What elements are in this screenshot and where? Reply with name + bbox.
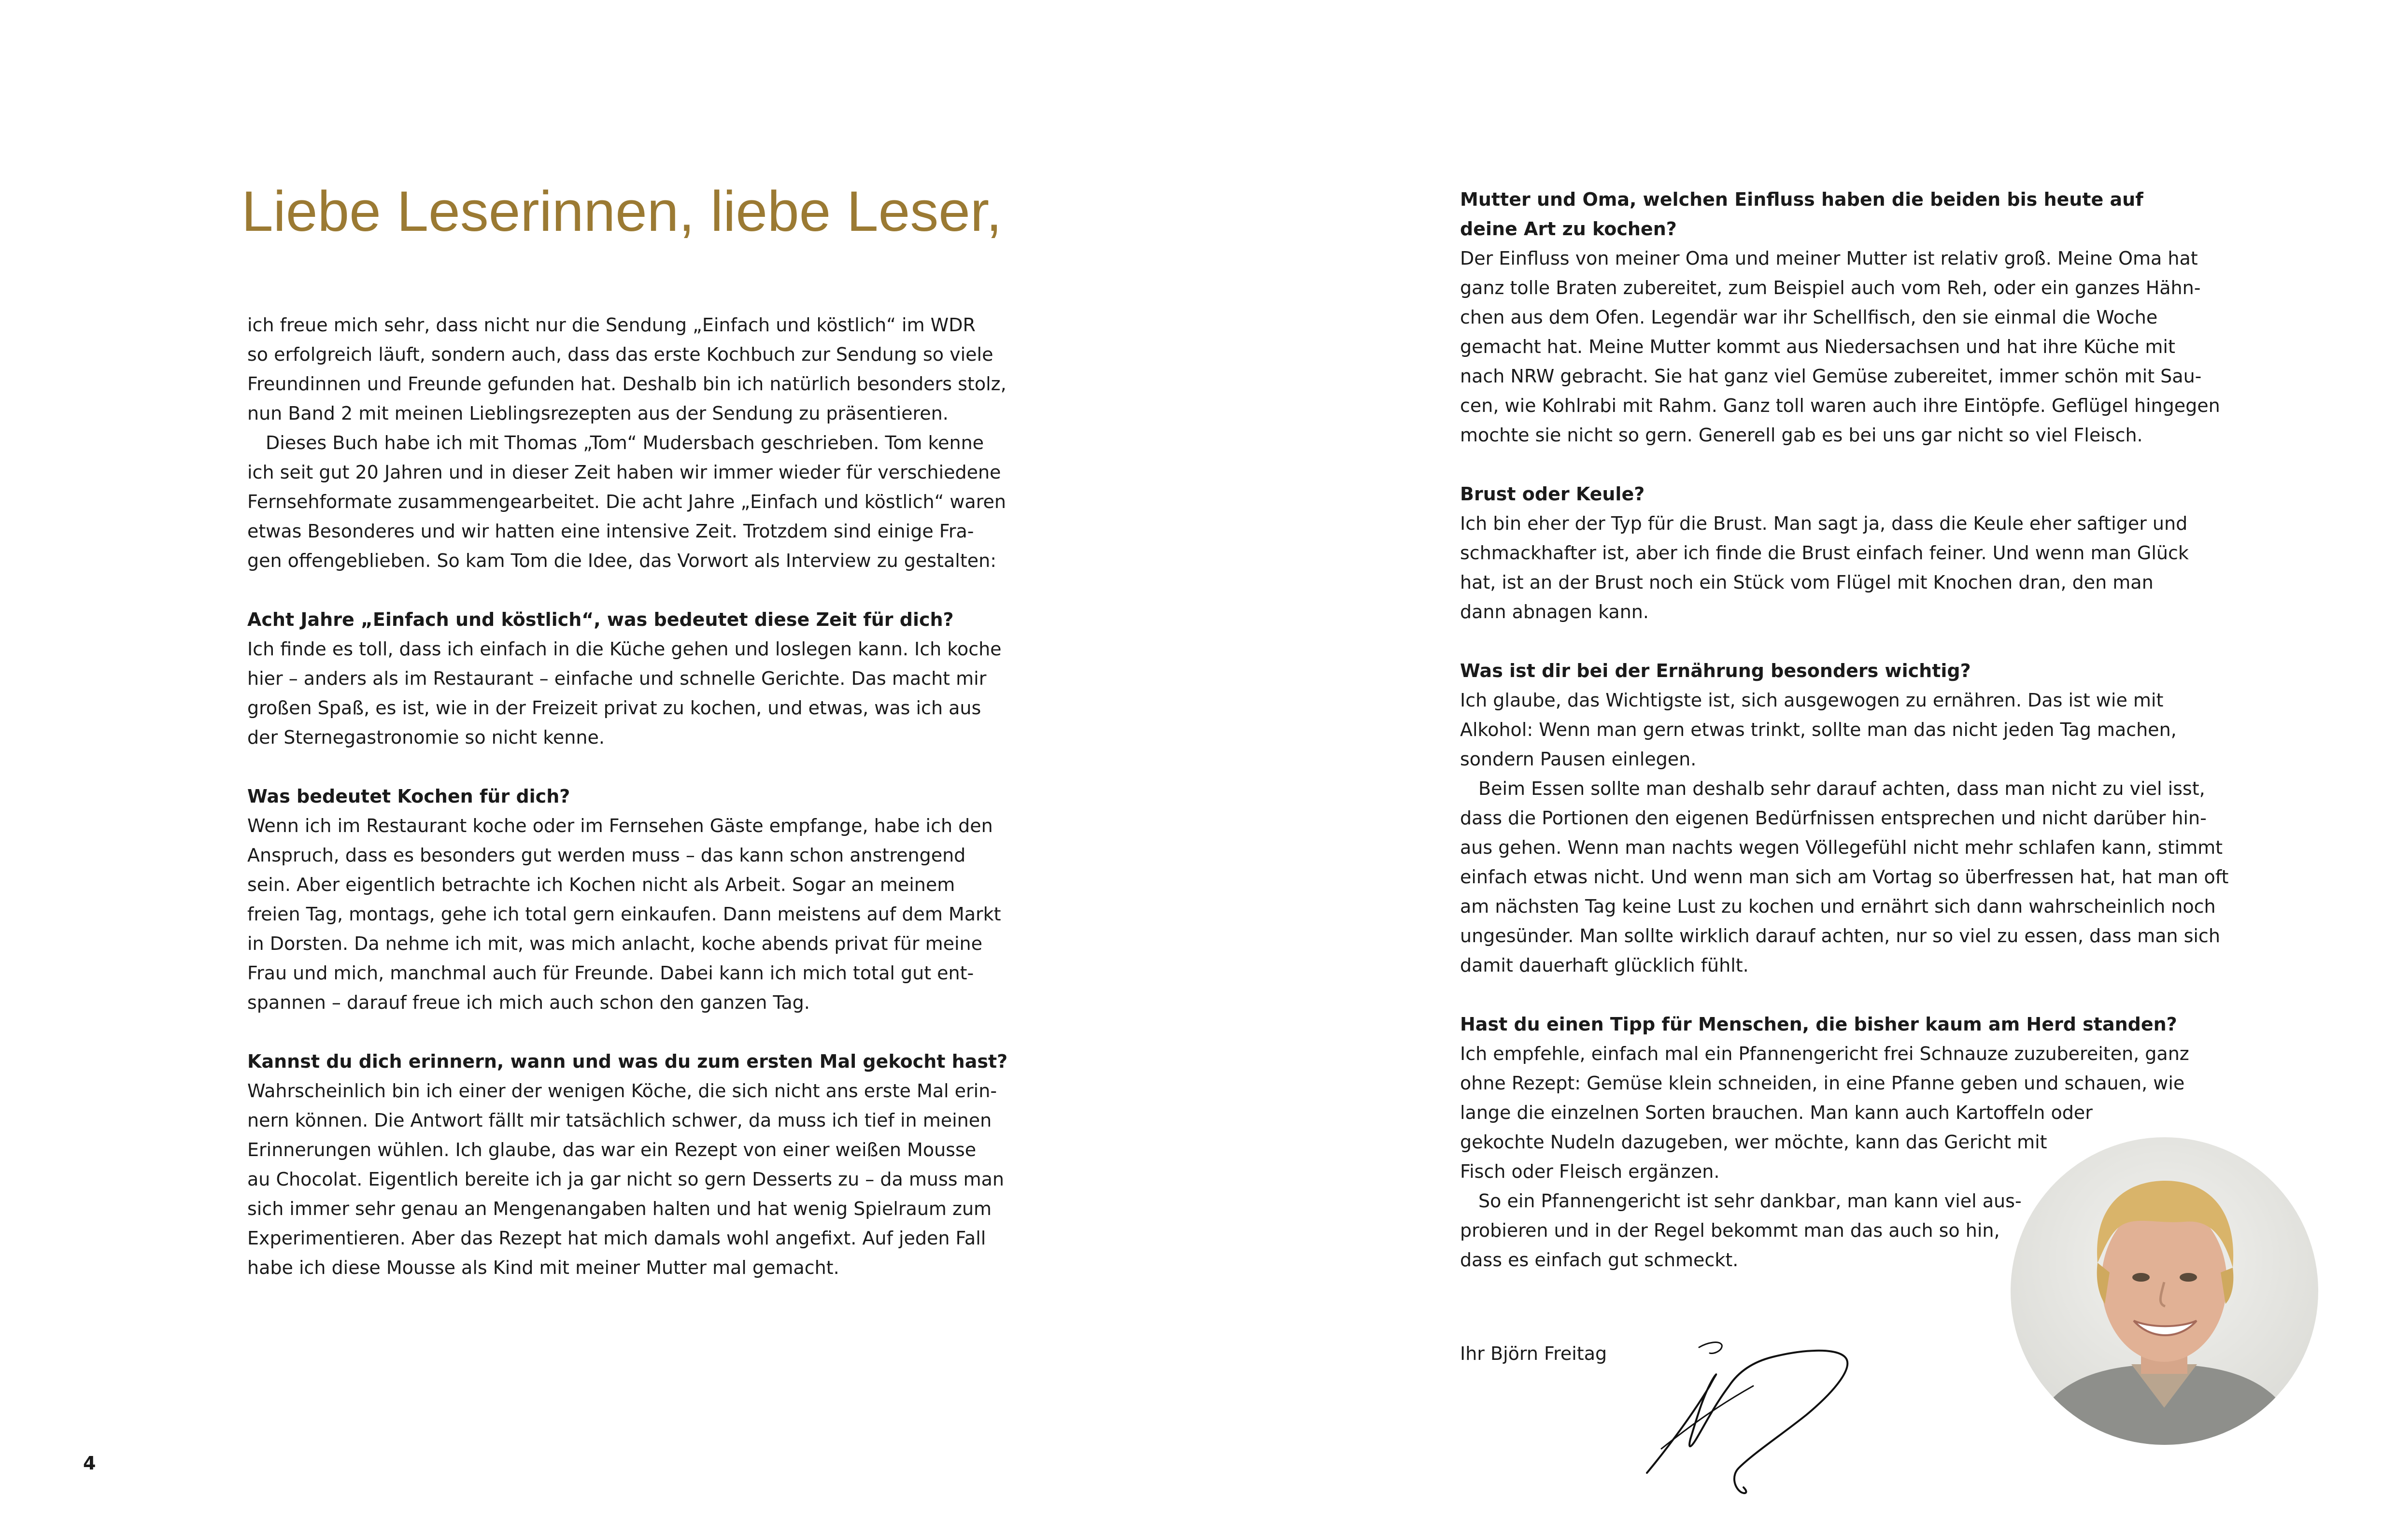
text-line: etwas Besonderes und wir hatten eine intensive Zeit. Trotzdem sind einige Fra- — [247, 521, 974, 542]
text-line: nun Band 2 mit meinen Lieblingsrezepten aus der Sendung zu präsentieren. — [247, 403, 949, 424]
text-line: ohne Rezept: Gemüse klein schneiden, in eine Pfanne geben und schauen, wie — [1460, 1073, 2185, 1094]
text-line: sich immer sehr genau an Mengenangaben halten und hat wenig Spielraum zum — [247, 1198, 992, 1219]
text-line: aus gehen. Wenn man nachts wegen Völlegefühl nicht mehr schlafen kann, stimmt — [1460, 837, 2223, 858]
text-line: gen offengeblieben. So kam Tom die Idee, das Vorwort als Interview zu gestalten: — [247, 550, 997, 571]
author-portrait — [2011, 1137, 2318, 1445]
text-line: Frau und mich, manchmal auch für Freunde. Dabei kann ich mich total gut ent- — [247, 962, 974, 984]
text-line: einfach etwas nicht. Und wenn man sich am Vortag so überfressen hat, hat man oft — [1460, 866, 2229, 888]
text-line: Wenn ich im Restaurant koche oder im Fernsehen Gäste empfange, habe ich den — [247, 815, 993, 836]
text-line: Beim Essen sollte man deshalb sehr darauf achten, dass man nicht zu viel isst, — [1478, 778, 2205, 799]
text-line: hier – anders als im Restaurant – einfache und schnelle Gerichte. Das macht mir — [247, 668, 987, 689]
interview-question: Brust oder Keule? — [1460, 483, 1645, 505]
text-line: probieren und in der Regel bekommt man das auch so hin, — [1460, 1220, 2000, 1241]
text-line: gekochte Nudeln dazugeben, wer möchte, kann das Gericht mit — [1460, 1131, 2047, 1153]
page-title: Liebe Leserinnen, liebe Leser, — [241, 180, 1002, 243]
text-line: der Sternegastronomie so nicht kenne. — [247, 727, 605, 748]
paragraph-gap — [247, 1017, 972, 1047]
interview-question: Acht Jahre „Einfach und köstlich“, was bedeutet diese Zeit für dich? — [247, 609, 954, 630]
text-line: mochte sie nicht so gern. Generell gab es bei uns gar nicht so viel Fleisch. — [1460, 424, 2143, 446]
text-line: damit dauerhaft glücklich fühlt. — [1460, 955, 1749, 976]
text-line: großen Spaß, es ist, wie in der Freizeit privat zu kochen, und etwas, was ich aus — [247, 697, 981, 719]
text-line: ganz tolle Braten zubereitet, zum Beispiel auch vom Reh, oder ein ganzes Hähn- — [1460, 277, 2201, 298]
interview-question: Was bedeutet Kochen für dich? — [247, 786, 570, 807]
signoff-text: Ihr Björn Freitag — [1460, 1343, 1607, 1364]
text-line: Alkohol: Wenn man gern etwas trinkt, sollte man das nicht jeden Tag machen, — [1460, 719, 2177, 740]
text-line: Ich glaube, das Wichtigste ist, sich ausgewogen zu ernähren. Das ist wie mit — [1460, 690, 2164, 711]
text-line: chen aus dem Ofen. Legendär war ihr Schellfisch, den sie einmal die Woche — [1460, 307, 2158, 328]
text-line: so erfolgreich läuft, sondern auch, dass das erste Kochbuch zur Sendung so viele — [247, 344, 993, 365]
text-line: dann abnagen kann. — [1460, 601, 1649, 622]
paragraph-gap — [247, 752, 972, 782]
right-text-column — [1460, 185, 2229, 1275]
interview-question: deine Art zu kochen? — [1460, 218, 1677, 240]
text-line: habe ich diese Mousse als Kind mit meiner Mutter mal gemacht. — [247, 1257, 839, 1278]
text-line: dass es einfach gut schmeckt. — [1460, 1249, 1739, 1271]
text-line: nach NRW gebracht. Sie hat ganz viel Gemüse zubereitet, immer schön mit Sau- — [1460, 366, 2202, 387]
text-line: nern können. Die Antwort fällt mir tatsächlich schwer, da muss ich tief in meinen — [247, 1110, 992, 1131]
page-number: 4 — [83, 1453, 96, 1474]
text-line: Fisch oder Fleisch ergänzen. — [1460, 1161, 1720, 1182]
text-line: Erinnerungen wühlen. Ich glaube, das war ein Rezept von einer weißen Mousse — [247, 1139, 977, 1160]
text-line: Ich empfehle, einfach mal ein Pfannengericht frei Schnauze zuzubereiten, ganz — [1460, 1043, 2189, 1064]
text-line: spannen – darauf freue ich mich auch schon den ganzen Tag. — [247, 992, 810, 1013]
interview-question: Mutter und Oma, welchen Einfluss haben die beiden bis heute auf — [1460, 189, 2143, 210]
text-line: Freundinnen und Freunde gefunden hat. Deshalb bin ich natürlich besonders stolz, — [247, 373, 1007, 395]
text-line: So ein Pfannengericht ist sehr dankbar, man kann viel aus- — [1478, 1190, 2022, 1212]
text-line: Der Einfluss von meiner Oma und meiner Mutter ist relativ groß. Meine Oma hat — [1460, 248, 2198, 269]
text-line: Fernsehformate zusammengearbeitet. Die acht Jahre „Einfach und köstlich“ waren — [247, 491, 1006, 512]
left-text-column — [247, 311, 1008, 1283]
text-line: freien Tag, montags, gehe ich total gern einkaufen. Dann meistens auf dem Markt — [247, 904, 1001, 925]
text-line: schmackhafter ist, aber ich finde die Brust einfach feiner. Und wenn man Glück — [1460, 542, 2189, 564]
signature-image — [1642, 1328, 1874, 1502]
text-line: Ich bin eher der Typ für die Brust. Man sagt ja, dass die Keule eher saftiger und — [1460, 513, 2188, 534]
text-line: Anspruch, dass es besonders gut werden muss – das kann schon anstrengend — [247, 845, 966, 866]
text-line: lange die einzelnen Sorten brauchen. Man kann auch Kartoffeln oder — [1460, 1102, 2093, 1123]
text-line: sein. Aber eigentlich betrachte ich Kochen nicht als Arbeit. Sogar an meinem — [247, 874, 955, 895]
text-line: hat, ist an der Brust noch ein Stück vom Flügel mit Knochen dran, den man — [1460, 572, 2154, 593]
text-line: gemacht hat. Meine Mutter kommt aus Niedersachsen und hat ihre Küche mit — [1460, 336, 2175, 357]
text-line: Experimentieren. Aber das Rezept hat mich damals wohl angefixt. Auf jeden Fall — [247, 1228, 986, 1249]
paragraph-gap — [1460, 980, 2184, 1010]
text-line: ich seit gut 20 Jahren und in dieser Zeit haben wir immer wieder für verschiedene — [247, 462, 1001, 483]
text-line: in Dorsten. Da nehme ich mit, was mich anlacht, koche abends privat für meine — [247, 933, 983, 954]
text-line: ungesünder. Man sollte wirklich darauf achten, nur so viel zu essen, dass man sich — [1460, 925, 2220, 947]
paragraph-gap — [247, 576, 972, 605]
interview-question: Kannst du dich erinnern, wann und was du zum ersten Mal gekocht hast? — [247, 1051, 1008, 1072]
interview-question: Was ist dir bei der Ernährung besonders wichtig? — [1460, 660, 1971, 681]
text-line: ich freue mich sehr, dass nicht nur die Sendung „Einfach und köstlich“ im WDR — [247, 314, 976, 336]
text-line: am nächsten Tag keine Lust zu kochen und ernährt sich dann wahrscheinlich noch — [1460, 896, 2216, 917]
text-line: au Chocolat. Eigentlich bereite ich ja gar nicht so gern Desserts zu – da muss man — [247, 1169, 1004, 1190]
interview-question: Hast du einen Tipp für Menschen, die bisher kaum am Herd standen? — [1460, 1014, 2177, 1035]
text-line: dass die Portionen den eigenen Bedürfnissen entsprechen und nicht darüber hin- — [1460, 807, 2207, 829]
text-line: cen, wie Kohlrabi mit Rahm. Ganz toll waren auch ihre Eintöpfe. Geflügel hingegen — [1460, 395, 2220, 416]
paragraph-gap — [1460, 627, 2184, 656]
text-line: Ich finde es toll, dass ich einfach in die Küche gehen und loslegen kann. Ich koche — [247, 638, 1002, 660]
text-line: sondern Pausen einlegen. — [1460, 749, 1697, 770]
text-line: Wahrscheinlich bin ich einer der wenigen Köche, die sich nicht ans erste Mal erin- — [247, 1080, 997, 1102]
paragraph-gap — [1460, 450, 2184, 480]
text-line: Dieses Buch habe ich mit Thomas „Tom“ Mudersbach geschrieben. Tom kenne — [266, 432, 984, 453]
